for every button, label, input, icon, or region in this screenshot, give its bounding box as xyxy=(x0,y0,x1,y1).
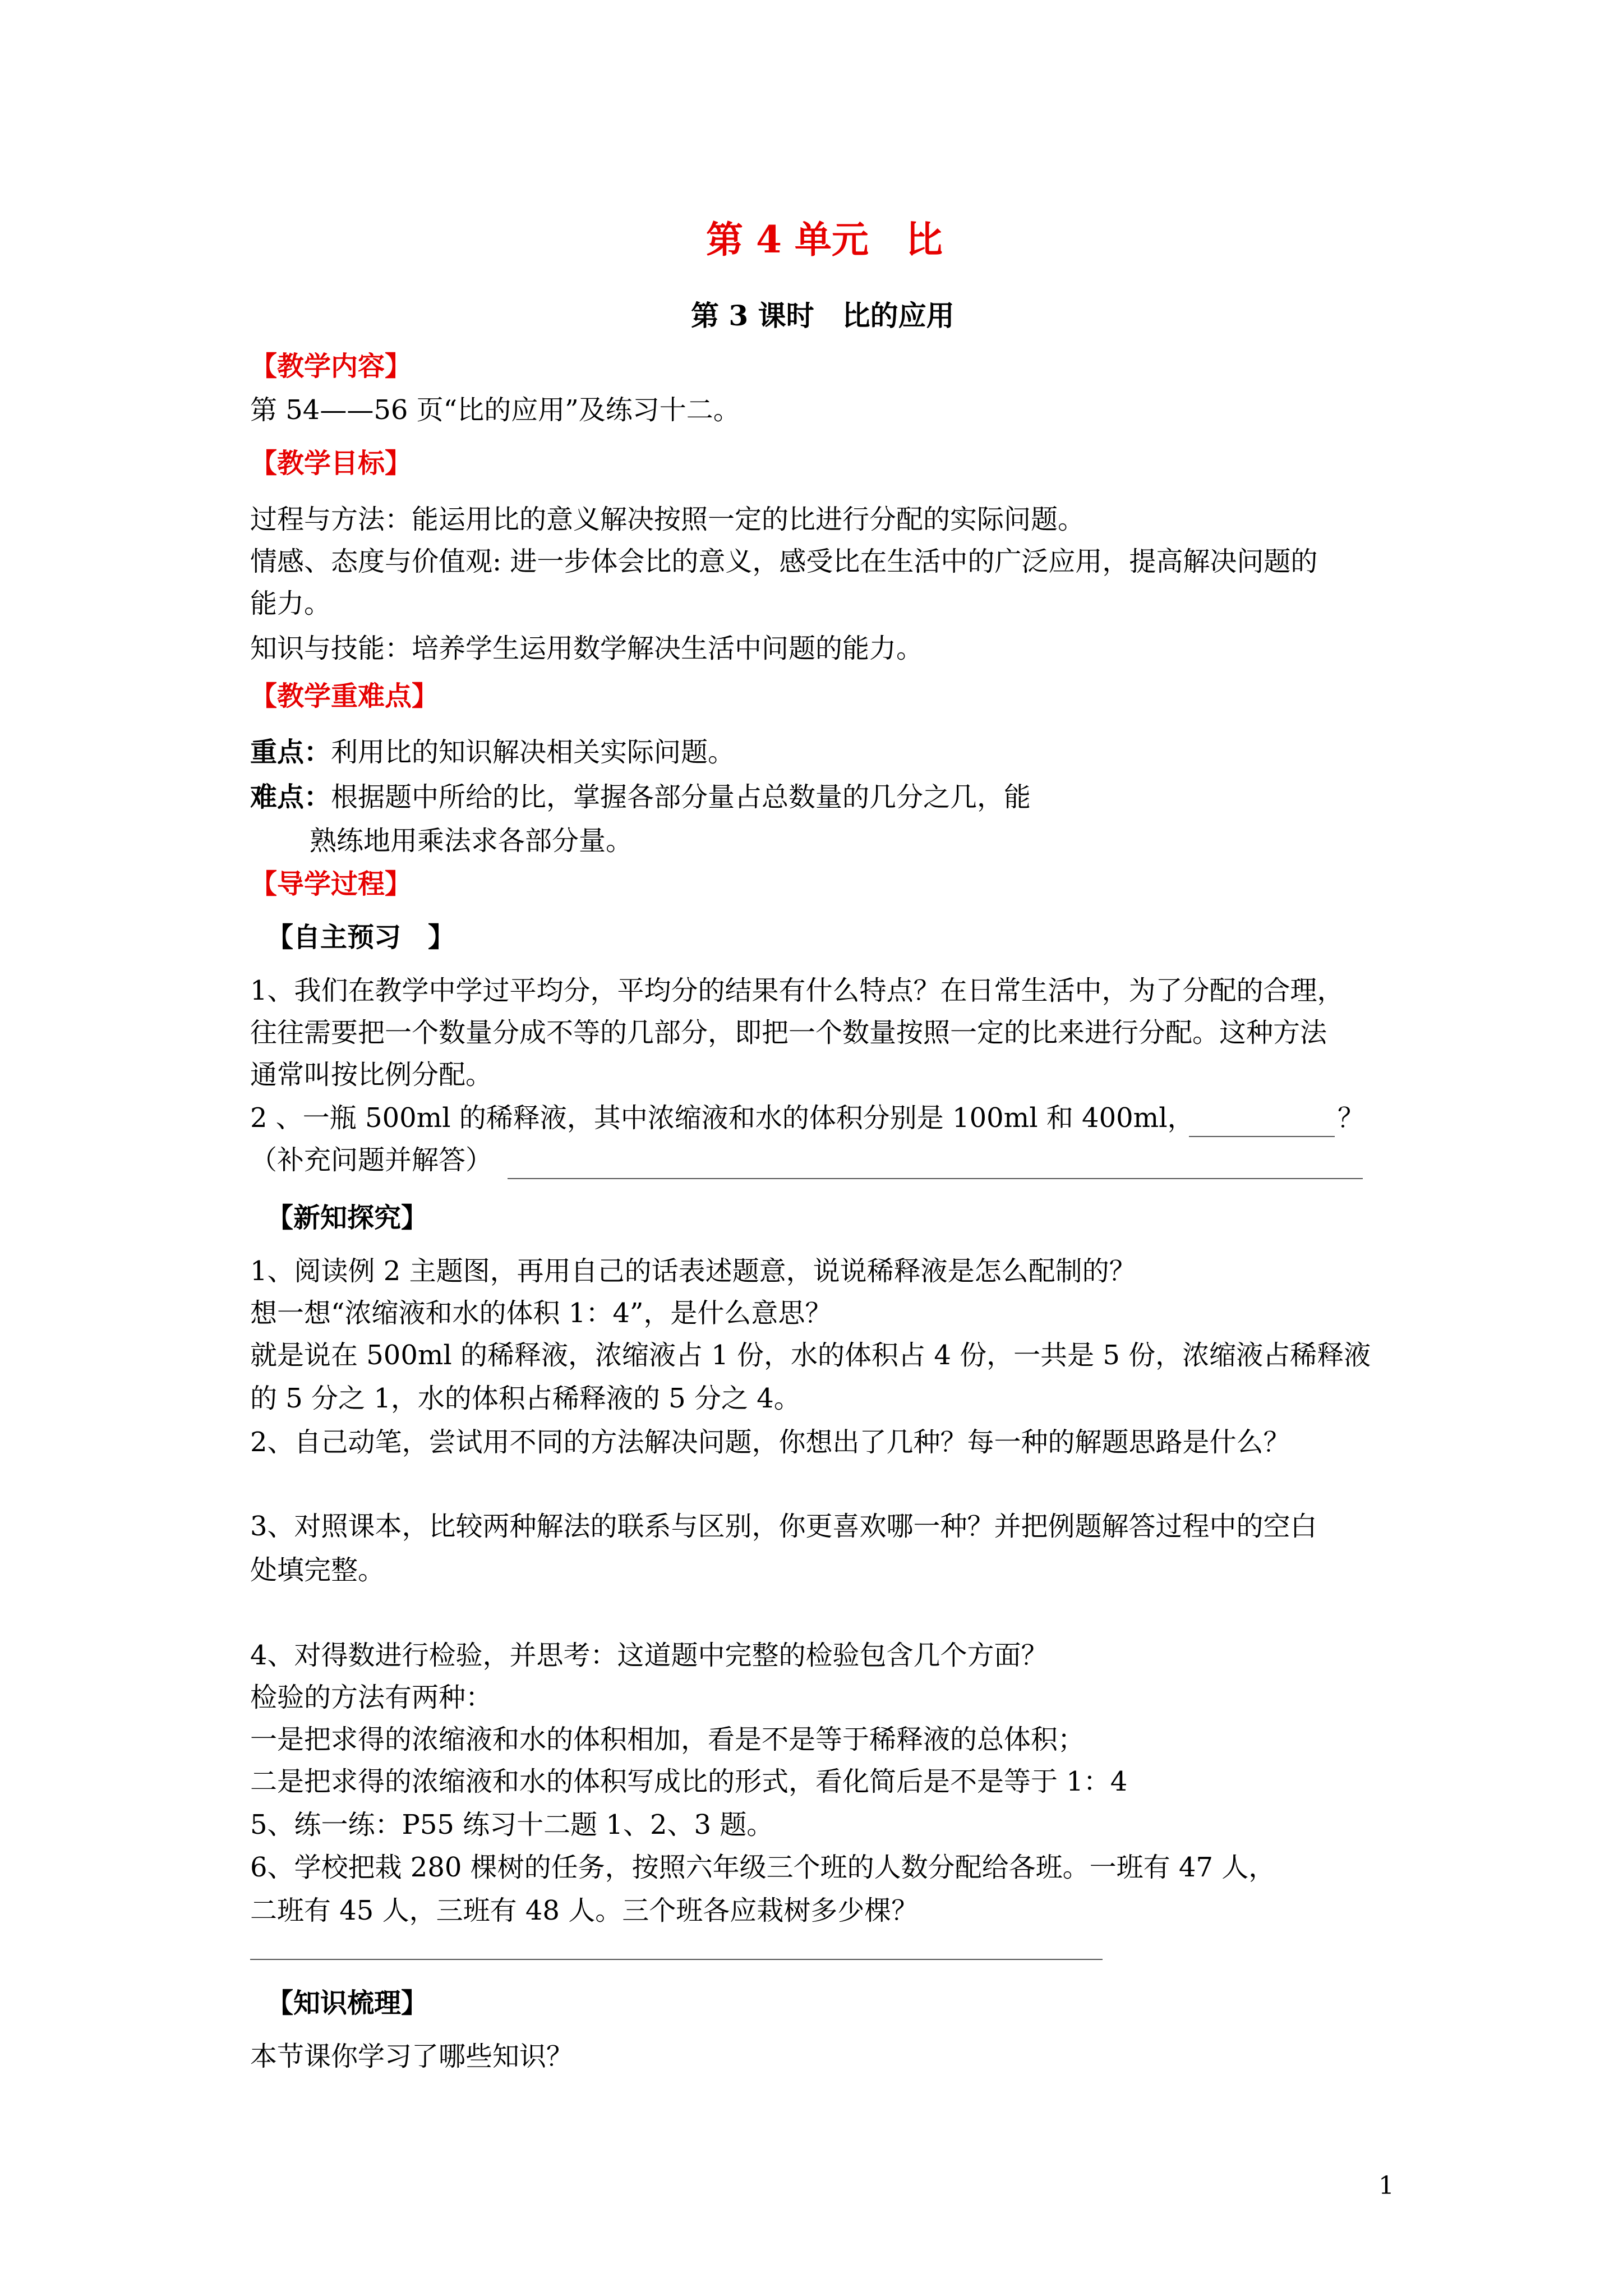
answer-blank-short xyxy=(1189,1136,1335,1137)
answer-blank-long xyxy=(508,1178,1363,1179)
summary-text: 本节课你学习了哪些知识？ xyxy=(250,2041,574,2072)
goal-skill: 知识与技能：培养学生运用数学解决生活中问题的能力。 xyxy=(250,633,924,664)
goal-emotion-line-1: 情感、态度与价值观: 进一步体会比的意义，感受比在生活中的广泛应用，提高解决问题的 xyxy=(250,546,1318,577)
preview-1-line-1: 1、我们在教学中学过平均分，平均分的结果有什么特点？在日常生活中，为了分配的合理， xyxy=(250,975,1344,1006)
heading-self-preview: 【自主预习 】 xyxy=(266,922,455,953)
answer-line xyxy=(250,1959,1103,1960)
explore-1-line-2: 想一想“浓缩液和水的体积 1：4”，是什么意思？ xyxy=(250,1297,832,1329)
heading-guided-process: 【导学过程】 xyxy=(250,868,412,900)
explore-4-line-2: 检验的方法有两种： xyxy=(250,1682,493,1713)
page-title: 第 4 单元 比 xyxy=(706,218,943,261)
goal-process: 过程与方法：能运用比的意义解决按照一定的比进行分配的实际问题。 xyxy=(250,504,1085,535)
preview-1-line-2: 往往需要把一个数量分成不等的几部分，即把一个数量按照一定的比来进行分配。这种方法 xyxy=(250,1017,1327,1048)
page-number: 1 xyxy=(1378,2171,1394,2200)
preview-1-line-3: 通常叫按比例分配。 xyxy=(250,1059,493,1091)
difficult-text-2: 熟练地用乘法求各部分量。 xyxy=(310,825,633,857)
heading-knowledge-summary: 【知识梳理】 xyxy=(266,1987,428,2019)
explore-3-line-2: 处填完整。 xyxy=(250,1554,385,1586)
key-label: 重点： xyxy=(250,737,331,768)
explore-1-line-1: 1、阅读例 2 主题图，再用自己的话表述题意，说说稀释液是怎么配制的？ xyxy=(250,1255,1136,1287)
explore-2: 2、自己动笔，尝试用不同的方法解决问题，你想出了几种？每一种的解题思路是什么？ xyxy=(250,1427,1290,1458)
key-point xyxy=(250,735,735,770)
explore-3-line-1: 3、对照课本，比较两种解法的联系与区别，你更喜欢哪一种？并把例题解答过程中的空白 xyxy=(250,1511,1317,1542)
lesson-subtitle: 第 3 课时 比的应用 xyxy=(691,299,955,332)
heading-new-knowledge: 【新知探究】 xyxy=(266,1202,428,1234)
preview-2-line-2: （补充问题并解答） xyxy=(250,1144,493,1176)
goal-emotion-line-2: 能力。 xyxy=(250,588,331,619)
explore-4-line-3: 一是把求得的浓缩液和水的体积相加，看是不是等于稀释液的总体积； xyxy=(250,1724,1085,1755)
difficult-text-1: 根据题中所给的比，掌握各部分量占总数量的几分之几，能 xyxy=(331,781,1031,813)
key-text: 利用比的知识解决相关实际问题。 xyxy=(331,737,735,768)
explore-6-line-1: 6、学校把栽 280 棵树的任务，按照六年级三个班的人数分配给各班。一班有 47 人， xyxy=(250,1852,1276,1883)
heading-teaching-goals: 【教学目标】 xyxy=(250,448,412,479)
preview-2-line-1: 2 、一瓶 500ml 的稀释液，其中浓缩液和水的体积分别是 100ml 和 400ml， xyxy=(250,1102,1195,1134)
difficult-point xyxy=(250,780,1031,815)
question-mark: ？ xyxy=(1338,1102,1365,1134)
heading-teaching-content: 【教学内容】 xyxy=(250,351,412,382)
explore-4-line-1: 4、对得数进行检验，并思考：这道题中完整的检验包含几个方面？ xyxy=(250,1640,1048,1671)
content-text: 第 54——56 页“比的应用”及练习十二。 xyxy=(250,394,740,426)
explore-1-line-3: 就是说在 500ml 的稀释液，浓缩液占 1 份，水的体积占 4 份，一共是 5 份，浓缩液占稀释液 xyxy=(250,1340,1371,1371)
explore-1-line-4: 的 5 分之 1，水的体积占稀释液的 5 分之 4。 xyxy=(250,1383,801,1414)
heading-key-difficult: 【教学重难点】 xyxy=(250,680,439,712)
explore-6-line-2: 二班有 45 人，三班有 48 人。三个班各应栽树多少棵？ xyxy=(250,1895,919,1926)
explore-5: 5、练一练：P55 练习十二题 1、2、3 题。 xyxy=(250,1809,774,1841)
explore-4-line-4: 二是把求得的浓缩液和水的体积写成比的形式，看化简后是不是等于 1：4 xyxy=(250,1766,1128,1797)
difficult-label: 难点： xyxy=(250,781,331,813)
